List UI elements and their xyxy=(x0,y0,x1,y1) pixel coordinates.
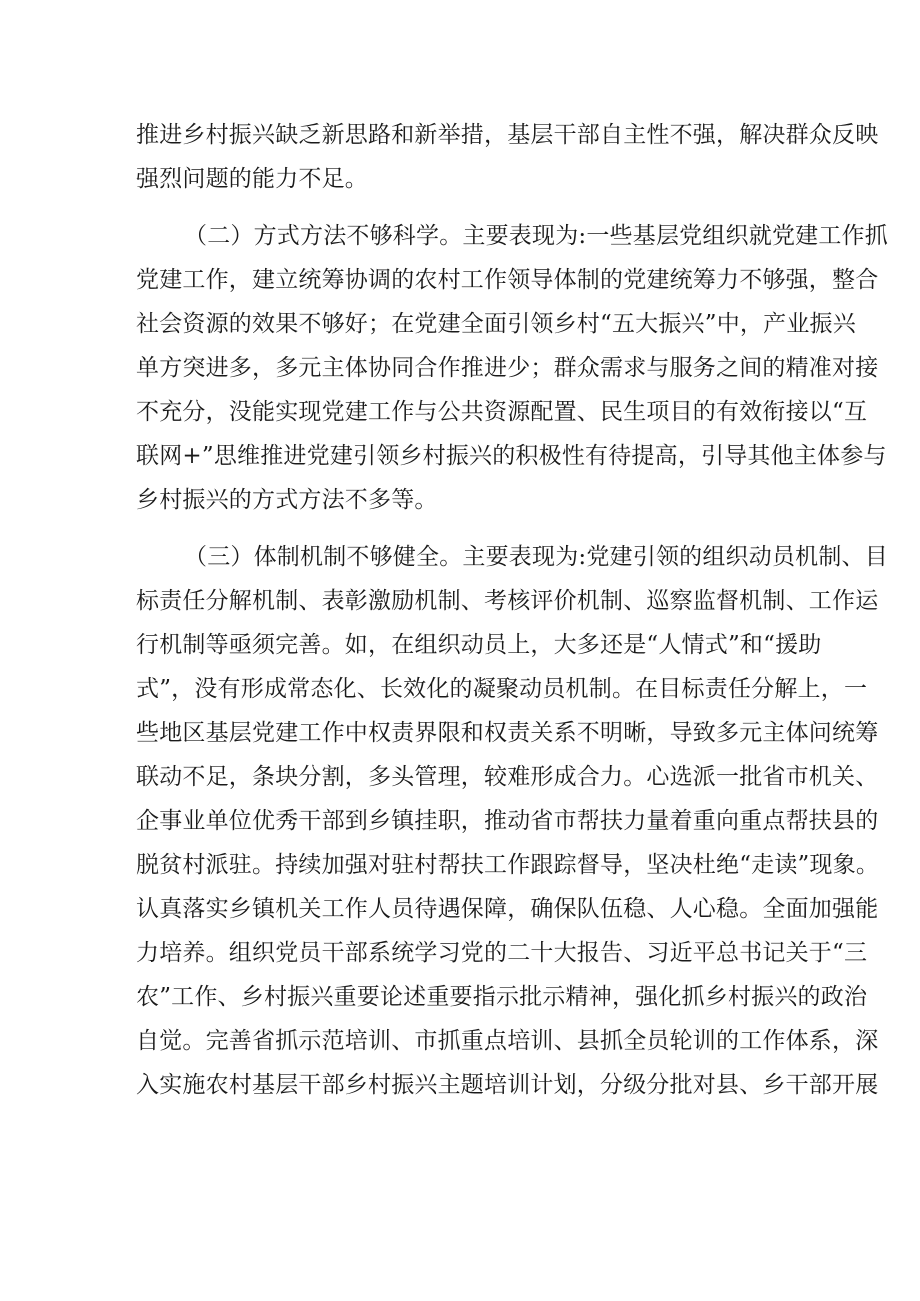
paragraph-3 xyxy=(136,535,888,1107)
paragraph-1 xyxy=(136,113,879,201)
text-line: 脱贫村派驻。持续加强对驻村帮扶工作跟踪督导，坚决杜绝“走读”现象。 xyxy=(136,852,880,878)
text-line: 社会资源的效果不够好；在党建全面引领乡村“五大振兴”中，产业振兴 xyxy=(136,311,856,337)
text-line: 自觉。完善省抓示范培训、市抓重点培训、县抓全员轮训的工作体系，深 xyxy=(136,1028,879,1054)
text-line: 不充分，没能实现党建工作与公共资源配置、民生项目的有效衔接以“互 xyxy=(136,399,868,425)
text-line: 标责任分解机制、表彰激励机制、考核评价机制、巡察监督机制、工作运 xyxy=(136,588,879,614)
text-line: 行机制等亟须完善。如，在组织动员上，大多还是“人情式”和“援助 xyxy=(136,632,822,658)
text-line: 力培养。组织党员干部系统学习党的二十大报告、习近平总书记关于“三 xyxy=(136,940,868,966)
text-line: 农”工作、乡村振兴重要论述重要指示批示精神，强化抓乡村振兴的政治 xyxy=(136,984,868,1010)
text-line: （三）体制机制不够健全。主要表现为:党建引领的组织动员机制、目 xyxy=(184,544,888,570)
text-line: 单方突进多，多元主体协同合作推进少；群众需求与服务之间的精准对接 xyxy=(136,355,879,381)
text-line: （二）方式方法不够科学。主要表现为:一些基层党组织就党建工作抓 xyxy=(184,223,888,249)
document-body xyxy=(136,113,888,1107)
text-line: 强烈问题的能力不足。 xyxy=(136,166,368,192)
text-line: 党建工作，建立统筹协调的农村工作领导体制的党建统筹力不够强，整合 xyxy=(136,267,879,293)
text-line: 联网+”思维推进党建引领乡村振兴的积极性有待提高，引导其他主体参与 xyxy=(136,443,887,469)
text-line: 些地区基层党建工作中权责界限和权责关系不明晰，导致多元主体问统筹 xyxy=(136,720,879,746)
text-line: 入实施农村基层干部乡村振兴主题培训计划，分级分批对县、乡干部开展 xyxy=(136,1072,879,1098)
text-line: 企事业单位优秀干部到乡镇挂职，推动省市帮扶力量着重向重点帮扶县的 xyxy=(136,808,879,834)
text-line: 推进乡村振兴缺乏新思路和新举措，基层干部自主性不强，解决群众反映 xyxy=(136,122,879,148)
text-line: 认真落实乡镇机关工作人员待遇保障，确保队伍稳、人心稳。全面加强能 xyxy=(136,896,879,922)
text-line: 乡村振兴的方式方法不多等。 xyxy=(136,487,438,513)
paragraph-2 xyxy=(136,214,888,522)
text-line: 式”，没有形成常态化、长效化的凝聚动员机制。在目标责任分解上，一 xyxy=(136,676,868,702)
text-line: 联动不足，条块分割，多头管理，较难形成合力。心选派一批省市机关、 xyxy=(136,764,879,790)
